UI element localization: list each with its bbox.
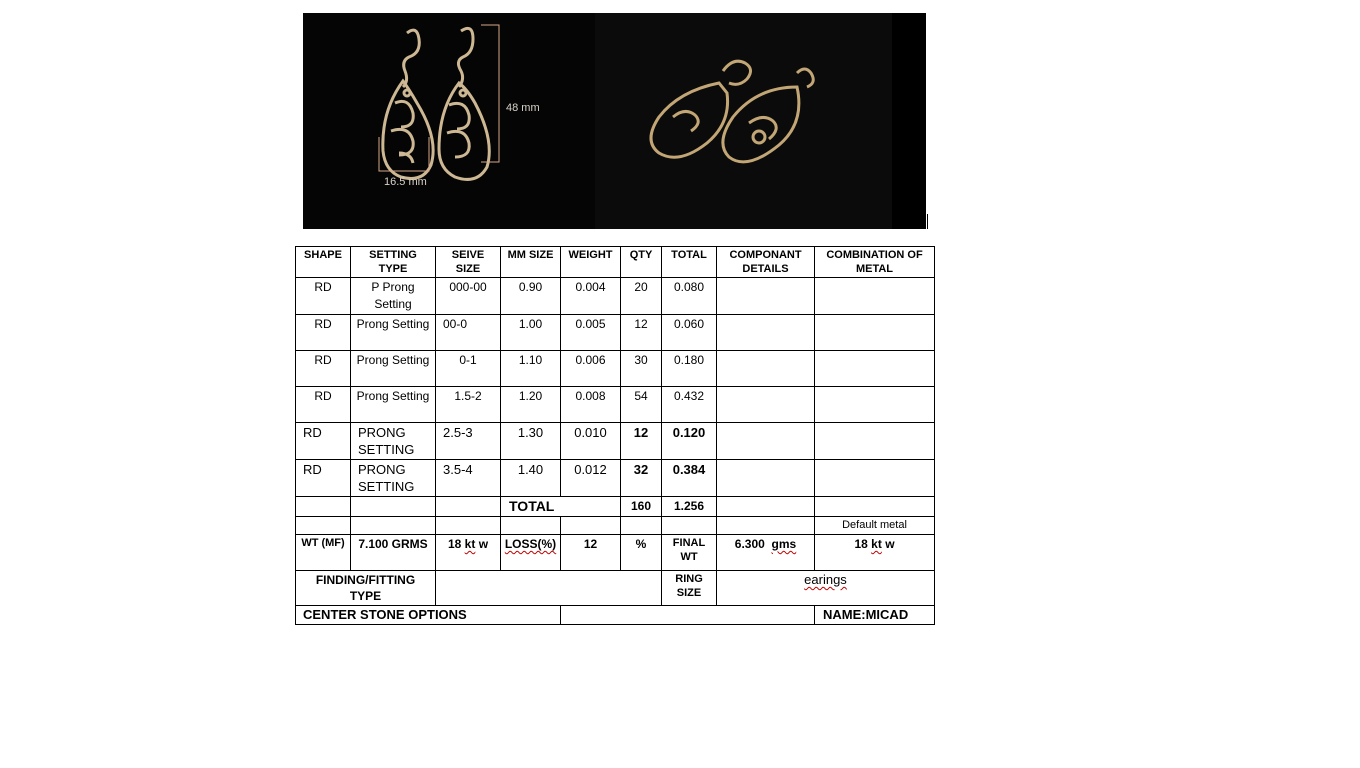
earring-angled-view [651, 61, 813, 162]
header-weight: WEIGHT [561, 247, 621, 278]
cell-mm: 0.90 [501, 278, 561, 315]
cell-qty: 12 [621, 315, 662, 351]
total-qty: 160 [621, 497, 662, 517]
wt-mf-label: WT (MF) [296, 535, 351, 571]
final-wt-value: 6.300 gms [717, 535, 815, 571]
table-row [296, 278, 935, 315]
cell-componant [717, 315, 815, 351]
cell-total: 0.432 [662, 387, 717, 423]
cell-metal [815, 315, 935, 351]
header-combination-of-metal: COMBINATION OF METAL [815, 247, 935, 278]
cell-mm: 1.30 [501, 423, 561, 460]
table-row [296, 315, 935, 351]
ring-size-value: earings [717, 571, 935, 606]
cell-setting: P Prong Setting [351, 278, 436, 315]
cell-mm: 1.40 [501, 460, 561, 497]
header-shape: SHAPE [296, 247, 351, 278]
earring-product-photo [303, 13, 926, 229]
cell-setting: PRONG SETTING [351, 423, 436, 460]
cell-setting: Prong Setting [351, 315, 436, 351]
cell-seive: 0-1 [436, 351, 501, 387]
cell-qty: 54 [621, 387, 662, 423]
total-weight: 1.256 [662, 497, 717, 517]
cell-componant [717, 387, 815, 423]
cell-setting: Prong Setting [351, 387, 436, 423]
cell-metal [815, 351, 935, 387]
weight-row [296, 535, 935, 571]
cell-weight: 0.008 [561, 387, 621, 423]
cell-qty: 12 [621, 423, 662, 460]
cell-qty: 30 [621, 351, 662, 387]
cell-mm: 1.10 [501, 351, 561, 387]
left-earring-front [383, 30, 433, 178]
cell-weight: 0.010 [561, 423, 621, 460]
cell-shape: RD [296, 423, 351, 460]
cell-metal [815, 460, 935, 497]
right-earring-front [439, 28, 489, 179]
totals-row [296, 497, 935, 517]
cell-weight: 0.004 [561, 278, 621, 315]
cell-shape: RD [296, 315, 351, 351]
finding-fitting-value [436, 571, 662, 606]
header-row [296, 247, 935, 278]
designer-name: NAME:MICAD [815, 606, 935, 625]
total-label: TOTAL [501, 497, 621, 517]
finding-row [296, 571, 935, 606]
cell-shape: RD [296, 387, 351, 423]
cell-weight: 0.005 [561, 315, 621, 351]
cell-componant [717, 278, 815, 315]
percent-sign: % [621, 535, 662, 571]
cell-total: 0.384 [662, 460, 717, 497]
cell-total: 0.180 [662, 351, 717, 387]
cell-weight: 0.012 [561, 460, 621, 497]
table-row [296, 460, 935, 497]
height-dimension-label: 48 mm [506, 102, 540, 114]
metal-karat-2: 18 kt w [815, 535, 935, 571]
cell-shape: RD [296, 278, 351, 315]
cell-metal [815, 423, 935, 460]
table-row [296, 423, 935, 460]
center-stone-row [296, 606, 935, 625]
cell-total: 0.120 [662, 423, 717, 460]
table-row [296, 351, 935, 387]
cell-componant [717, 351, 815, 387]
cell-total: 0.080 [662, 278, 717, 315]
loss-label: LOSS(%) [501, 535, 561, 571]
center-stone-label: CENTER STONE OPTIONS [296, 606, 561, 625]
cell-metal [815, 387, 935, 423]
earring-illustration [303, 13, 926, 229]
cell-weight: 0.006 [561, 351, 621, 387]
wt-mf-value: 7.100 GRMS [351, 535, 436, 571]
cell-mm: 1.00 [501, 315, 561, 351]
cell-total: 0.060 [662, 315, 717, 351]
table-row [296, 387, 935, 423]
cell-seive: 1.5-2 [436, 387, 501, 423]
header-mm-size: MM SIZE [501, 247, 561, 278]
cell-seive: 000-00 [436, 278, 501, 315]
header-setting-type: SETTING TYPE [351, 247, 436, 278]
cell-seive: 3.5-4 [436, 460, 501, 497]
width-dimension-label: 16.5 mm [384, 176, 427, 188]
cell-qty: 32 [621, 460, 662, 497]
cell-metal [815, 278, 935, 315]
cell-setting: PRONG SETTING [351, 460, 436, 497]
default-metal-row [296, 517, 935, 535]
header-qty: QTY [621, 247, 662, 278]
loss-value: 12 [561, 535, 621, 571]
header-seive-size: SEIVE SIZE [436, 247, 501, 278]
ring-size-label: RING SIZE [662, 571, 717, 606]
cell-shape: RD [296, 351, 351, 387]
cell-setting: Prong Setting [351, 351, 436, 387]
metal-karat-1: 18 kt w [436, 535, 501, 571]
default-metal-note: Default metal [815, 517, 935, 535]
header-componant-details: COMPONANT DETAILS [717, 247, 815, 278]
cell-seive: 2.5-3 [436, 423, 501, 460]
cell-componant [717, 423, 815, 460]
cell-componant [717, 460, 815, 497]
stone-spec-table [295, 246, 935, 625]
cell-mm: 1.20 [501, 387, 561, 423]
final-wt-label: FINAL WT [662, 535, 717, 571]
cell-seive: 00-0 [436, 315, 501, 351]
finding-fitting-label: FINDING/FITTING TYPE [296, 571, 436, 606]
center-stone-value [561, 606, 815, 625]
cell-shape: RD [296, 460, 351, 497]
header-total: TOTAL [662, 247, 717, 278]
cell-qty: 20 [621, 278, 662, 315]
text-cursor [927, 214, 928, 229]
